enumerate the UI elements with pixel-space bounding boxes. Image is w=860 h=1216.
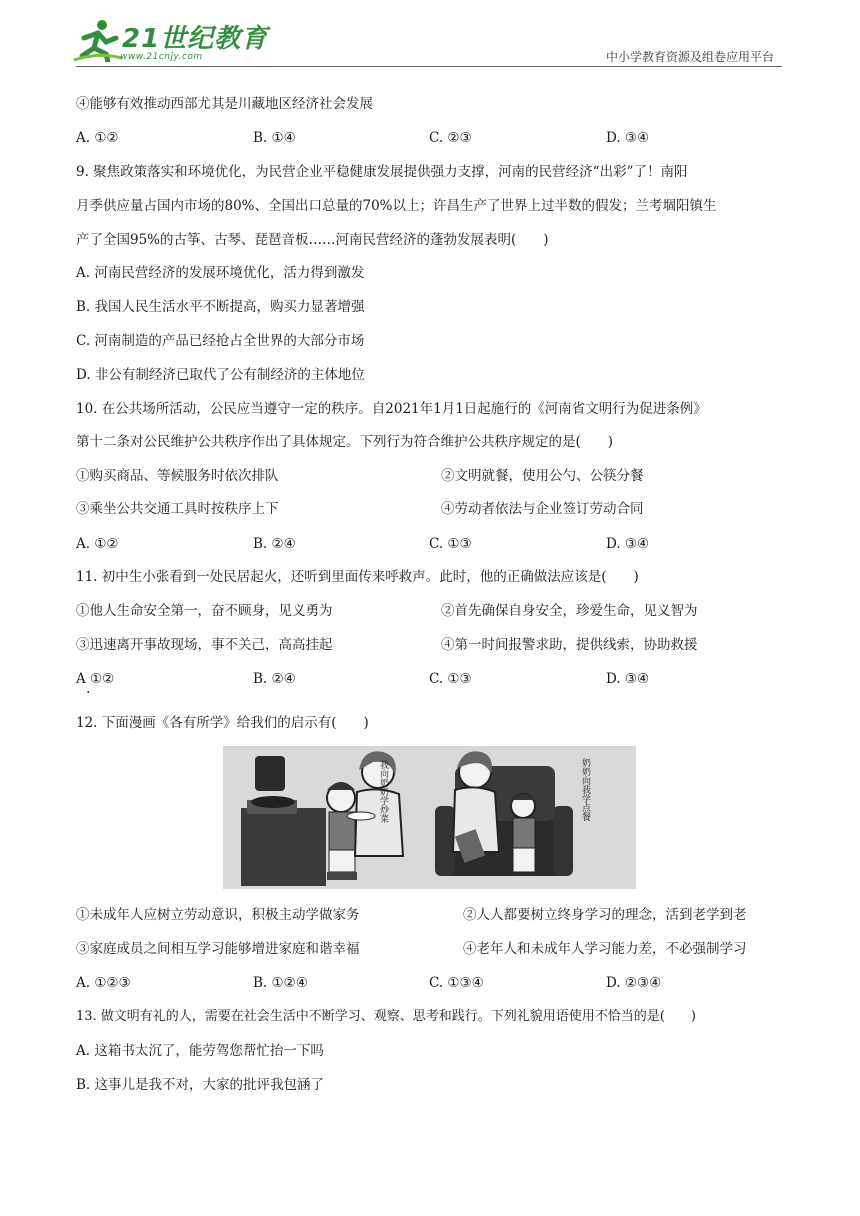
q8-option-b: B. ①④	[253, 130, 296, 146]
logo-text: 21世纪教育	[122, 24, 269, 54]
stray-dot: ·	[86, 685, 91, 701]
header-divider	[76, 66, 782, 67]
q12-item-2: ②人人都要树立终身学习的理念，活到老学到老	[463, 907, 747, 923]
q10-item-2: ②文明就餐，使用公勺、公筷分餐	[441, 468, 644, 484]
site-logo	[72, 18, 272, 66]
q12-stem-line-1: 12. 下面漫画《各有所学》给我们的启示有( )	[76, 715, 369, 731]
q10-option-c: C. ①③	[429, 536, 472, 552]
q9-option-a: A. 河南民营经济的发展环境优化，活力得到激发	[76, 265, 365, 281]
q9-option-d: D. 非公有制经济已取代了公有制经济的主体地位	[76, 367, 365, 383]
q10-stem-line-1: 10. 在公共场所活动，公民应当遵守一定的秩序。自2021年1月1日起施行的《河南省文明行为促进条例》	[76, 401, 707, 417]
q11-option-b: B. ②④	[253, 671, 296, 687]
q9-option-b: B. 我国人民生活水平不断提高，购买力显著增强	[76, 299, 365, 315]
q12-item-3: ③家庭成员之间相互学习能够增进家庭和谐幸福	[76, 941, 360, 957]
q11-item-1: ①他人生命安全第一，奋不顾身，见义勇为	[76, 603, 333, 619]
q11-option-c: C. ①③	[429, 671, 472, 687]
q9-stem-line-1: 9. 聚焦政策落实和环境优化，为民营企业平稳健康发展提供强力支撑，河南的民营经济“出彩”了！南阳	[76, 164, 688, 180]
q8-option-d: D. ③④	[606, 130, 650, 146]
q11-stem-line-1: 11. 初中生小张看到一处民居起火，还听到里面传来呼救声。此时，他的正确做法应该是( )	[76, 569, 639, 585]
q13-option-a: A. 这箱书太沉了，能劳驾您帮忙抬一下吗	[76, 1043, 324, 1059]
q10-item-3: ③乘坐公共交通工具时按秩序上下	[76, 501, 279, 517]
q12-option-c: C. ①③④	[429, 975, 484, 991]
comic-image	[223, 746, 636, 889]
comic-illustration-icon	[223, 746, 636, 889]
q13-stem-line-1: 13. 做文明有礼的人，需要在社会生活中不断学习、观察、思考和践行。下列礼貌用语使用不恰当的是( )	[76, 1009, 696, 1024]
q12-item-4: ④老年人和未成年人学习能力差，不必强制学习	[463, 941, 747, 957]
q10-stem-line-2: 第十二条对公民维护公共秩序作出了具体规定。下列行为符合维护公共秩序规定的是( )	[76, 434, 614, 450]
q12-option-d: D. ②③④	[606, 975, 662, 991]
q9-stem-line-3: 产了全国95%的古筝、古琴、琵琶音板……河南民营经济的蓬勃发展表明( )	[76, 232, 549, 248]
q8-option-a: A. ①②	[76, 130, 119, 146]
q10-item-1: ①购买商品、等候服务时依次排队	[76, 468, 279, 484]
q9-option-c: C. 河南制造的产品已经抢占全世界的大部分市场	[76, 333, 365, 349]
q11-item-2: ②首先确保自身安全，珍爱生命，见义智为	[441, 603, 698, 619]
q12-option-b: B. ①②④	[253, 975, 308, 991]
q8-option-c: C. ②③	[429, 130, 472, 146]
comic-left-caption: 我向奶奶学炒菜	[378, 760, 388, 823]
q12-option-a: A. ①②③	[76, 975, 131, 991]
q10-option-a: A. ①②	[76, 536, 119, 552]
q8-item-4: ④能够有效推动西部尤其是川藏地区经济社会发展	[76, 96, 373, 112]
logo-url: www.21cnjy.com	[120, 52, 203, 62]
q9-stem-line-2: 月季供应量占国内市场的80%、全国出口总量的70%以上；许昌生产了世界上过半数的假发；兰考堌阳镇生	[76, 198, 717, 214]
q10-item-4: ④劳动者依法与企业签订劳动合同	[441, 501, 644, 517]
runner-logo-icon	[72, 18, 124, 62]
q10-option-b: B. ②④	[253, 536, 296, 552]
comic-right-caption: 奶奶向我学点餐	[580, 758, 590, 821]
q13-option-b: B. 这事儿是我不对，大家的批评我包涵了	[76, 1077, 325, 1093]
q10-option-d: D. ③④	[606, 536, 650, 552]
q11-option-a: A ①②	[76, 671, 115, 687]
q12-item-1: ①未成年人应树立劳动意识，积极主动学做家务	[76, 907, 360, 923]
q11-item-3: ③迅速离开事故现场，事不关己，高高挂起	[76, 637, 333, 653]
q11-item-4: ④第一时间报警求助，提供线索，协助救援	[441, 637, 698, 653]
platform-name: 中小学教育资源及组卷应用平台	[605, 50, 774, 64]
q11-option-d: D. ③④	[606, 671, 650, 687]
page-header	[0, 0, 860, 70]
